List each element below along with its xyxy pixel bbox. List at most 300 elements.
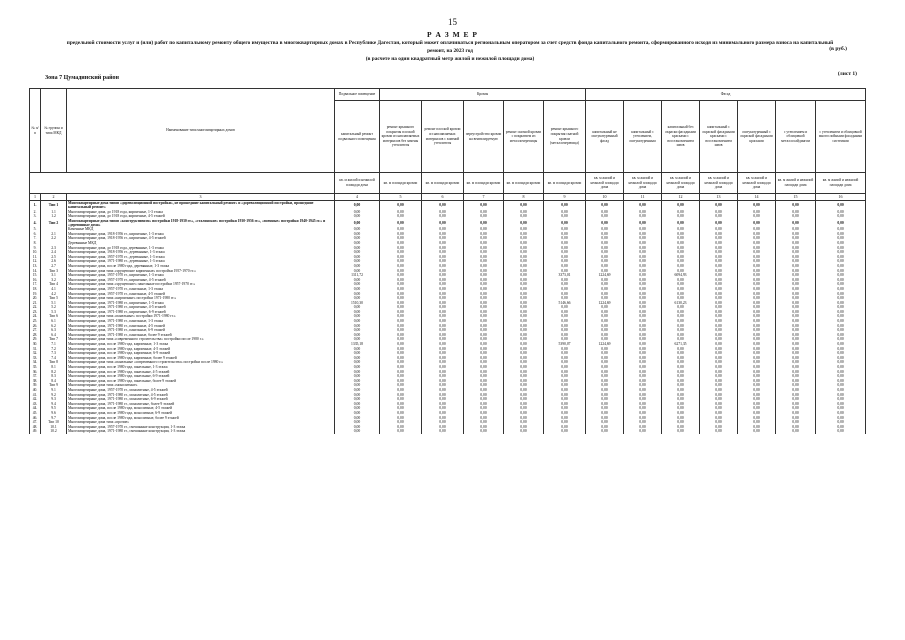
row-value: 0,00: [816, 351, 866, 356]
row-value: 0,00: [544, 259, 586, 264]
row-value: 0,00: [776, 328, 816, 333]
row-number: 37.: [30, 374, 41, 379]
row-value: 0,00: [422, 374, 464, 379]
row-value: 0,00: [776, 379, 816, 384]
row-value: 0,00: [504, 273, 544, 278]
row-value: 0,00: [700, 292, 738, 297]
row-number: 27.: [30, 328, 41, 333]
row-value: 0,00: [776, 324, 816, 329]
row-value: 0,00: [662, 319, 700, 324]
row-value: 0,00: [776, 278, 816, 283]
row-value: 5146,66: [544, 301, 586, 306]
row-value: 0,00: [586, 360, 624, 365]
row-value: 0,00: [662, 241, 700, 246]
row-value: 0,00: [504, 282, 544, 287]
header-col-11: капитальный с утеплением, оштукатуренным: [624, 101, 662, 173]
row-value: 0,00: [422, 379, 464, 384]
row-group: 7.1: [41, 342, 67, 347]
row-group: Тип 10: [41, 420, 67, 425]
row-number: 30.: [30, 342, 41, 347]
row-number: 31.: [30, 347, 41, 352]
row-number: 29.: [30, 337, 41, 342]
row-value: 0,00: [544, 397, 586, 402]
row-value: 0,00: [624, 342, 662, 347]
row-value: 0,00: [464, 269, 504, 274]
row-value: 0,00: [335, 296, 380, 301]
header-numbers-row: [30, 194, 866, 201]
column-number: 6: [422, 194, 464, 201]
row-value: 0,00: [738, 269, 776, 274]
row-value: 0,00: [776, 356, 816, 361]
row-group: 2.1: [41, 232, 67, 237]
row-group: 9.6: [41, 411, 67, 416]
header-unit-6: кв. м площади кровли: [422, 173, 464, 194]
row-value: 0,00: [816, 305, 866, 310]
row-name: Многоквартирные дома, 1971-1980 гг., деревянные, 1-3 этажа: [67, 259, 335, 264]
row-group: 4.1: [41, 287, 67, 292]
row-value: 0,00: [335, 319, 380, 324]
row-value: 0,00: [422, 397, 464, 402]
row-value: 0,00: [504, 324, 544, 329]
row-number: 22.: [30, 305, 41, 310]
row-value: 0,00: [662, 425, 700, 430]
table-header: [30, 89, 866, 201]
row-value: 0,00: [738, 374, 776, 379]
row-value: 0,00: [662, 296, 700, 301]
row-value: 0,00: [738, 250, 776, 255]
row-value: 0,00: [662, 314, 700, 319]
row-value: 0,00: [586, 259, 624, 264]
header-col-12: капитальный без окраски фасадными красками с восстановлением швов: [662, 101, 700, 173]
column-number: 10: [586, 194, 624, 201]
row-value: 0,00: [504, 236, 544, 241]
row-value: 0,00: [700, 296, 738, 301]
row-value: 0,00: [335, 328, 380, 333]
row-value: 0,00: [335, 246, 380, 251]
row-value: 0,00: [662, 420, 700, 425]
row-value: 0,00: [624, 255, 662, 260]
row-value: 0,00: [624, 219, 662, 228]
row-value: 0,00: [700, 214, 738, 219]
row-value: 0,00: [422, 356, 464, 361]
row-value: 0,00: [816, 388, 866, 393]
row-value: 0,00: [464, 402, 504, 407]
row-value: 0,00: [738, 282, 776, 287]
row-value: 0,00: [504, 259, 544, 264]
row-number: 4.: [30, 219, 41, 228]
row-number: 48.: [30, 425, 41, 430]
row-value: 0,00: [586, 416, 624, 421]
row-number: 6.: [30, 232, 41, 237]
row-value: 0,00: [504, 292, 544, 297]
row-value: 0,00: [422, 420, 464, 425]
row-value: 0,00: [504, 379, 544, 384]
row-value: 0,00: [662, 333, 700, 338]
row-group: 9.5: [41, 406, 67, 411]
row-value: 0,00: [380, 278, 422, 283]
row-value: 0,00: [335, 416, 380, 421]
row-group: 8.4: [41, 379, 67, 384]
row-value: 0,00: [422, 210, 464, 215]
row-value: 0,00: [464, 232, 504, 237]
row-value: 0,00: [380, 255, 422, 260]
row-value: 0,00: [544, 310, 586, 315]
row-value: 0,00: [662, 397, 700, 402]
row-value: 0,00: [586, 324, 624, 329]
row-value: 0,00: [422, 319, 464, 324]
page-number: 15: [448, 17, 457, 27]
row-value: 0,00: [380, 347, 422, 352]
row-value: 0,00: [335, 420, 380, 425]
row-value: 0,00: [816, 347, 866, 352]
row-value: 0,00: [816, 360, 866, 365]
row-value: 0,00: [586, 210, 624, 215]
row-value: 0,00: [504, 219, 544, 228]
row-value: 0,00: [738, 347, 776, 352]
row-value: 0,00: [464, 406, 504, 411]
row-value: 0,00: [624, 347, 662, 352]
row-value: 0,00: [422, 219, 464, 228]
row-value: 0,00: [816, 214, 866, 219]
row-number: 33.: [30, 356, 41, 361]
row-value: 0,00: [544, 255, 586, 260]
row-value: 0,00: [662, 201, 700, 210]
row-value: 0,00: [335, 292, 380, 297]
row-value: 1224,69: [586, 342, 624, 347]
row-value: 0,00: [380, 425, 422, 430]
row-value: 0,00: [738, 351, 776, 356]
row-name: Многоквартирные дома, 1918-1956 гг., деревянные, 1-3 этажа: [67, 250, 335, 255]
row-value: 0,00: [624, 319, 662, 324]
header-col-7: переустройство кровли на вентилируемую: [464, 101, 504, 173]
row-value: 0,00: [335, 397, 380, 402]
row-value: 0,00: [464, 214, 504, 219]
row-group: 8.2: [41, 370, 67, 375]
row-value: 0,00: [776, 365, 816, 370]
row-value: 0,00: [422, 296, 464, 301]
row-value: 0,00: [422, 337, 464, 342]
row-value: 0,00: [464, 305, 504, 310]
row-value: 0,00: [464, 420, 504, 425]
row-value: 0,00: [662, 356, 700, 361]
row-value: 0,00: [422, 342, 464, 347]
row-value: 0,00: [335, 201, 380, 210]
row-value: 0,00: [776, 310, 816, 315]
row-value: 0,00: [816, 406, 866, 411]
header-unit-10: кв. м жилой и нежилой площади дома: [586, 173, 624, 194]
row-value: 0,00: [624, 314, 662, 319]
row-number: 41.: [30, 393, 41, 398]
header-col-13: капитальный с окраской фасадными красками с восстановлением швов: [700, 101, 738, 173]
row-group: 10.1: [41, 425, 67, 430]
row-value: 0,00: [816, 232, 866, 237]
row-group: Тип 9: [41, 383, 67, 388]
row-group: Тип 6: [41, 314, 67, 319]
row-group: Тип 3: [41, 269, 67, 274]
row-group: 8.1: [41, 365, 67, 370]
row-value: 0,00: [776, 342, 816, 347]
row-value: 0,00: [624, 370, 662, 375]
column-number: 4: [335, 194, 380, 201]
row-group: 1.1: [41, 210, 67, 215]
row-name: Многоквартирные дома, после 1980 года, монолитные, 6-9 этажей: [67, 411, 335, 416]
row-value: 0,00: [335, 411, 380, 416]
row-name: Многоквартирные дома типов «дореволюционной постройки», не прошедшие капитальный ремонт» и «дореволюционной постройки, прошедшие капитальный ремонт»: [67, 201, 335, 210]
row-value: 0,00: [738, 310, 776, 315]
row-value: 0,00: [504, 264, 544, 269]
row-value: 0,00: [816, 370, 866, 375]
row-value: 0,00: [544, 388, 586, 393]
row-number: 42.: [30, 397, 41, 402]
row-value: 0,00: [504, 296, 544, 301]
row-value: 0,00: [776, 411, 816, 416]
row-value: 0,00: [700, 397, 738, 402]
row-value: 0,00: [504, 406, 544, 411]
row-value: 0,00: [335, 406, 380, 411]
row-value: 0,00: [776, 319, 816, 324]
row-value: 0,00: [738, 370, 776, 375]
row-value: 0,00: [700, 388, 738, 393]
header-unit-8: кв. м площади кровли: [504, 173, 544, 194]
row-value: 0,00: [335, 227, 380, 232]
row-number: 2.: [30, 210, 41, 215]
row-value: 0,00: [662, 351, 700, 356]
row-value: 0,00: [816, 264, 866, 269]
row-value: 0,00: [776, 333, 816, 338]
row-value: 0,00: [738, 264, 776, 269]
row-number: 18.: [30, 287, 41, 292]
row-value: 0,00: [380, 337, 422, 342]
row-value: 0,00: [504, 383, 544, 388]
row-value: 0,00: [624, 210, 662, 215]
row-value: 0,00: [738, 383, 776, 388]
row-value: 0,00: [816, 383, 866, 388]
row-value: 0,00: [700, 255, 738, 260]
row-value: 0,00: [624, 227, 662, 232]
row-group: 7.4: [41, 356, 67, 361]
row-value: 0,00: [816, 393, 866, 398]
row-value: 0,00: [504, 374, 544, 379]
row-value: 0,00: [738, 246, 776, 251]
row-value: 0,00: [464, 250, 504, 255]
row-value: 0,00: [700, 264, 738, 269]
row-number: 40.: [30, 388, 41, 393]
header-group-basement: Подвальное помещение: [335, 89, 380, 101]
row-name: Многоквартирные дома, 1957-1970 гг., монолитные, 4-5 этажей: [67, 388, 335, 393]
row-group: 6.1: [41, 319, 67, 324]
row-value: 0,00: [624, 374, 662, 379]
row-group: 7.2: [41, 347, 67, 352]
row-value: 0,00: [624, 269, 662, 274]
row-value: 0,00: [422, 425, 464, 430]
row-name: Многоквартирные дома, до 1918 года, кирпичные, 4-5 этажей: [67, 214, 335, 219]
row-value: 0,00: [464, 292, 504, 297]
row-name: Многоквартирные дома, 1918-1956 гг., кирпичные, 1-3 этажа: [67, 232, 335, 237]
row-value: 0,00: [422, 255, 464, 260]
row-value: 0,00: [700, 227, 738, 232]
row-value: 0,00: [700, 393, 738, 398]
row-value: 0,00: [544, 232, 586, 237]
row-value: 0,00: [504, 411, 544, 416]
row-value: 0,00: [700, 232, 738, 237]
row-value: 0,00: [586, 374, 624, 379]
column-number: 11: [624, 194, 662, 201]
row-value: 0,00: [816, 201, 866, 210]
row-value: 0,00: [700, 310, 738, 315]
row-value: 0,00: [464, 351, 504, 356]
row-value: 0,00: [700, 328, 738, 333]
row-value: 0,00: [335, 236, 380, 241]
subtitle-area-note: (в расчете на один квадратный метр жилой и нежилой площади дома): [365, 56, 535, 62]
row-value: 0,00: [662, 259, 700, 264]
row-value: 6271,35: [662, 342, 700, 347]
column-number: 5: [380, 194, 422, 201]
header-col-16: с утеплением и облицовкой многослойными фасадными системами: [816, 101, 866, 173]
row-value: 0,00: [586, 351, 624, 356]
row-value: 0,00: [464, 201, 504, 210]
row-value: 0,00: [422, 333, 464, 338]
row-value: 0,00: [422, 347, 464, 352]
row-value: 0,00: [776, 301, 816, 306]
row-value: 0,00: [380, 402, 422, 407]
row-value: 0,00: [738, 356, 776, 361]
row-value: 0,00: [544, 420, 586, 425]
row-value: 0,00: [464, 287, 504, 292]
row-value: 0,00: [738, 278, 776, 283]
row-value: 0,00: [776, 236, 816, 241]
row-value: 0,00: [816, 310, 866, 315]
row-value: 0,00: [504, 370, 544, 375]
row-value: 0,00: [700, 370, 738, 375]
row-value: 0,00: [335, 287, 380, 292]
row-value: 0,00: [544, 210, 586, 215]
row-value: 0,00: [335, 314, 380, 319]
row-value: 0,00: [544, 214, 586, 219]
row-value: 0,00: [380, 319, 422, 324]
row-value: 0,00: [464, 383, 504, 388]
row-value: 0,00: [335, 255, 380, 260]
row-name: Многоквартирные дома типа «прочие»: [67, 420, 335, 425]
header-unit-15: кв. м жилой и нежилой площади дома: [776, 173, 816, 194]
row-value: 0,00: [816, 255, 866, 260]
header-col-6: ремонт плоской кровли из наплавляемых материалов с заменой утеплителя: [422, 101, 464, 173]
row-value: 0,00: [422, 365, 464, 370]
row-name: Многоквартирные дома, 1918-1956 гг., кирпичные, 4-5 этажей: [67, 236, 335, 241]
row-value: 0,00: [738, 333, 776, 338]
row-value: 0,00: [464, 255, 504, 260]
row-name: Многоквартирные дома, 1971-1980 гг., кирпичные, 4-5 этажей: [67, 305, 335, 310]
header-col-8: ремонт скатной кровли с покрытием из металлочерепицы: [504, 101, 544, 173]
row-value: 0,00: [700, 333, 738, 338]
row-value: 1224,69: [586, 301, 624, 306]
row-name: Многоквартирные дома, 1971-1980 гг., панельные, 6-9 этажей: [67, 328, 335, 333]
row-value: 0,00: [624, 264, 662, 269]
row-value: 0,00: [738, 420, 776, 425]
row-value: 0,00: [544, 296, 586, 301]
row-value: 0,00: [544, 402, 586, 407]
row-value: 0,00: [504, 314, 544, 319]
row-value: 0,00: [464, 333, 504, 338]
row-name: Многоквартирные дома, после 1980 года, панельные, 6-9 этажей: [67, 374, 335, 379]
row-value: 0,00: [624, 365, 662, 370]
row-group: 1.2: [41, 214, 67, 219]
row-value: 0,00: [544, 411, 586, 416]
row-value: 0,00: [700, 282, 738, 287]
row-value: 0,00: [738, 219, 776, 228]
row-group: 4.2: [41, 292, 67, 297]
row-name: Многоквартирные дома типа «панельные» постройки 1971-1980 гг.»: [67, 314, 335, 319]
row-value: 0,00: [544, 264, 586, 269]
row-value: 0,00: [464, 360, 504, 365]
row-value: 0,00: [335, 379, 380, 384]
row-value: 0,00: [586, 219, 624, 228]
row-name: Многоквартирные дома, 1971-1980 гг., кирпичные, 6-9 этажей: [67, 310, 335, 315]
row-value: 0,00: [422, 370, 464, 375]
row-value: 0,00: [662, 310, 700, 315]
row-value: 0,00: [700, 420, 738, 425]
row-value: 0,00: [504, 388, 544, 393]
column-number: 16: [816, 194, 866, 201]
row-number: 49.: [30, 429, 41, 434]
row-value: 0,00: [662, 416, 700, 421]
row-value: 0,00: [662, 370, 700, 375]
row-value: 0,00: [662, 255, 700, 260]
row-group: 2.6: [41, 259, 67, 264]
row-value: 0,00: [586, 356, 624, 361]
row-name: Многоквартирные дома, 1957-1970 гг., кирпичные, 4-5 этажей: [67, 278, 335, 283]
row-group: 6.2: [41, 324, 67, 329]
row-value: 0,00: [624, 250, 662, 255]
row-value: 0,00: [738, 287, 776, 292]
row-name: Многоквартирные дома, 1957-1970 гг., деревянные, 1-3 этажа: [67, 255, 335, 260]
row-value: 0,00: [335, 241, 380, 246]
row-value: 0,00: [544, 425, 586, 430]
row-value: 0,00: [544, 351, 586, 356]
row-value: 0,00: [776, 232, 816, 237]
row-value: 0,00: [586, 305, 624, 310]
header-col-15: с утеплением и облицовкой металлосайдингом: [776, 101, 816, 173]
row-value: 0,00: [776, 360, 816, 365]
row-value: 0,00: [624, 393, 662, 398]
row-value: 0,00: [738, 379, 776, 384]
row-group: 2.7: [41, 264, 67, 269]
row-value: 0,00: [816, 269, 866, 274]
row-value: 0,00: [335, 278, 380, 283]
row-value: 0,00: [776, 246, 816, 251]
row-value: 1510,30: [335, 301, 380, 306]
row-value: 0,00: [738, 337, 776, 342]
row-value: 0,00: [586, 250, 624, 255]
row-value: 0,00: [700, 250, 738, 255]
row-value: 0,00: [504, 402, 544, 407]
row-name: Многоквартирные дома типа «хрущевские кирпичные» постройки 1957-1970 гг.»: [67, 269, 335, 274]
row-value: 0,00: [738, 214, 776, 219]
header-units-row: [30, 173, 866, 194]
row-number: 28.: [30, 333, 41, 338]
row-name: Многоквартирные дома, 1957-1970 гг., кирпичные, 1-3 этажа: [67, 273, 335, 278]
row-number: 23.: [30, 310, 41, 315]
row-group: 9.4: [41, 402, 67, 407]
row-value: 0,00: [544, 374, 586, 379]
row-value: 0,00: [700, 347, 738, 352]
row-value: 0,00: [776, 406, 816, 411]
row-value: 0,00: [380, 370, 422, 375]
row-group: Тип 1: [41, 201, 67, 210]
row-value: 0,00: [464, 393, 504, 398]
row-number: 45.: [30, 411, 41, 416]
row-value: 0,00: [464, 347, 504, 352]
row-value: 0,00: [335, 425, 380, 430]
